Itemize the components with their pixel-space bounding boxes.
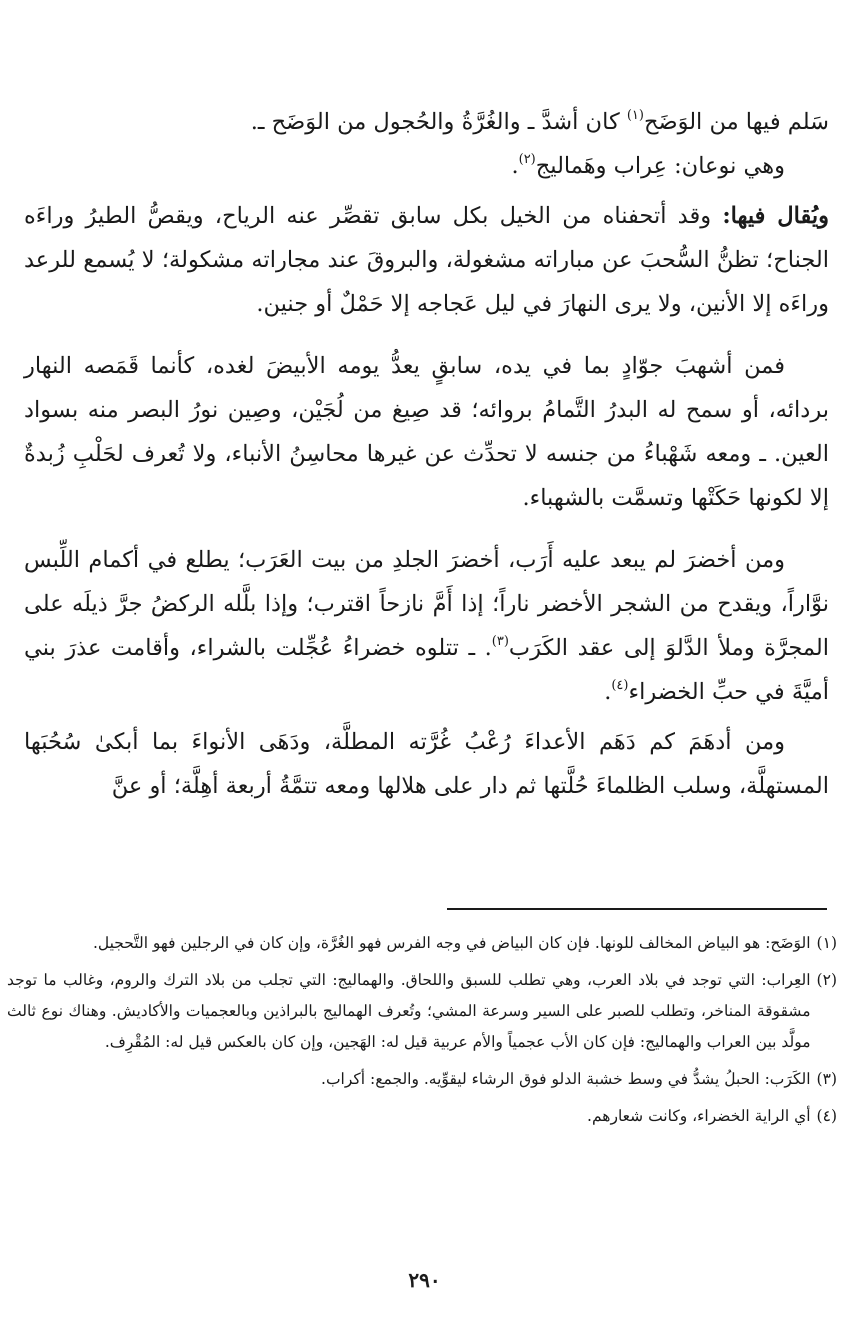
footnote-ref-2[interactable]: (٢) (518, 152, 536, 167)
footnote-number: (٣) (816, 1070, 837, 1088)
footnote-divider (447, 908, 827, 910)
footnote-ref-3[interactable]: (٣) (491, 634, 509, 649)
paragraph-5 (24, 538, 829, 714)
footnote-3 (7, 1064, 837, 1095)
text-span: . (511, 153, 519, 179)
footnote-ref-4[interactable]: (٤) (611, 678, 629, 693)
footnote-4 (7, 1101, 837, 1132)
paragraph-3 (24, 194, 829, 326)
section-lead: ويُقال فيها: (722, 203, 830, 229)
paragraph-2 (24, 144, 829, 188)
footnote-1 (7, 928, 837, 959)
footnote-ref-1[interactable]: (١) (626, 108, 644, 123)
text-span: فمن أشهبَ جوّادٍ بما في يده، سابقٍ يعدُّ يومه الأبيضَ لغده، كأنما قَمَصه النهار بردائه، أو سمح له البدرُ التَّمامُ بروائه؛ قد صِيغ من لُجَيْن، وصِين نورُ البصر منه بسواد العين. ـ ومعه شَهْباءُ من جنسه لا تحدِّث عن غيرها محاسِنُ الأنباء، ولا تُعرف لحَلْبِ زُبدةٌ إلا لكونها حَكَتْها وتسمَّت بالشهباء. (24, 353, 829, 511)
text-span: ومن أخضرَ لم يبعد عليه أَرَب، أخضرَ الجلدِ من بيت العَرَب؛ يطلع في أكمام اللِّبس نوَّاراً، ويقدح من الشجر الأخضر ناراً؛ إذا أَمَّ نازحاً اقترب؛ وإذا بلَّله الركضُ جرَّ ذيلَه على المجرَّة وملأ الدَّلوَ إلى عقد الكَرَب (24, 547, 829, 661)
text-span: . ـ تتلوه خضراءُ عُجِّلت بالشراء، وأقامت عذرَ بني أميَّةَ في حبِّ الخضراء (24, 635, 829, 705)
footnote-number: (١) (816, 934, 837, 952)
paragraph-4 (24, 344, 829, 520)
main-text (24, 100, 829, 808)
text-span: ومن أدهَمَ كم دَهَم الأعداءَ رُعْبُ غُرَّته المطلَّة، ودَهَى الأنواءَ بما أبكىٰ سُحُبَها المستهلَّة، وسلب الظلماءَ حُلَّتها ثم دار على هلالها ومعه تتمَّةُ أربعة أهِلَّة؛ أو عنَّ (24, 729, 829, 799)
text-span: كان أشدَّ ـ والغُرَّةُ والحُجول من الوَضَح ـ. (250, 109, 620, 135)
footnote-2 (7, 965, 837, 1058)
footnote-text: العِراب: التي توجد في بلاد العرب، وهي تطلب للسبق واللحاق. والهماليج: التي تجلب من بلاد الترك والروم، وغالب ما توجد مشقوقة المناخر، وتطلب للصبر على السير وسرعة المشي؛ وتُعرف الهماليج بالبراذين وبالعجميات والأكاديش. وهناك نوع ثالث مولَّد بين العراب والهماليج: فإن كان الأب عجمياً والأم عربية قيل له: الهَجين، وإن كان بالعكس قيل له: المُقْرِف. (7, 971, 811, 1051)
footnote-number: (٢) (816, 971, 837, 989)
text-span: سَلم فيها من الوَضَح (643, 109, 829, 135)
paragraph-1 (24, 100, 829, 144)
text-span: . (604, 679, 612, 705)
text-span: وقد أتحفناه من الخيل بكل سابق تقصِّر عنه الرياح، ويقصُّ الطيرُ وراءَه الجناح؛ تظنُّ السُّحبَ عن مباراته مشغولة، والبروقَ عند مجاراته مشكولة؛ لا يُسمع للرعد وراءَه إلا الأنين، ولا يرى النهارَ في ليل عَجاجه إلا حَمْلٌ أو جنين. (24, 203, 829, 317)
footnote-text: الوَضَح: هو البياض المخالف للونها. فإن كان البياض في وجه الفرس فهو الغُرَّة، وإن كان في الرجلين فهو التَّحجيل. (92, 934, 811, 952)
page-number: ٢٩٠ (408, 1268, 441, 1292)
text-span: وهي نوعان: عِراب وهَماليج (535, 153, 785, 179)
footnote-text: أي الراية الخضراء، وكانت شعارهم. (587, 1107, 811, 1125)
paragraph-6 (24, 720, 829, 808)
footnote-number: (٤) (816, 1107, 837, 1125)
footnotes (7, 928, 837, 1138)
footnote-text: الكَرَب: الحبلُ يشدُّ في وسط خشبة الدلو فوق الرشاء ليقوِّيه. والجمع: أكراب. (321, 1070, 811, 1088)
